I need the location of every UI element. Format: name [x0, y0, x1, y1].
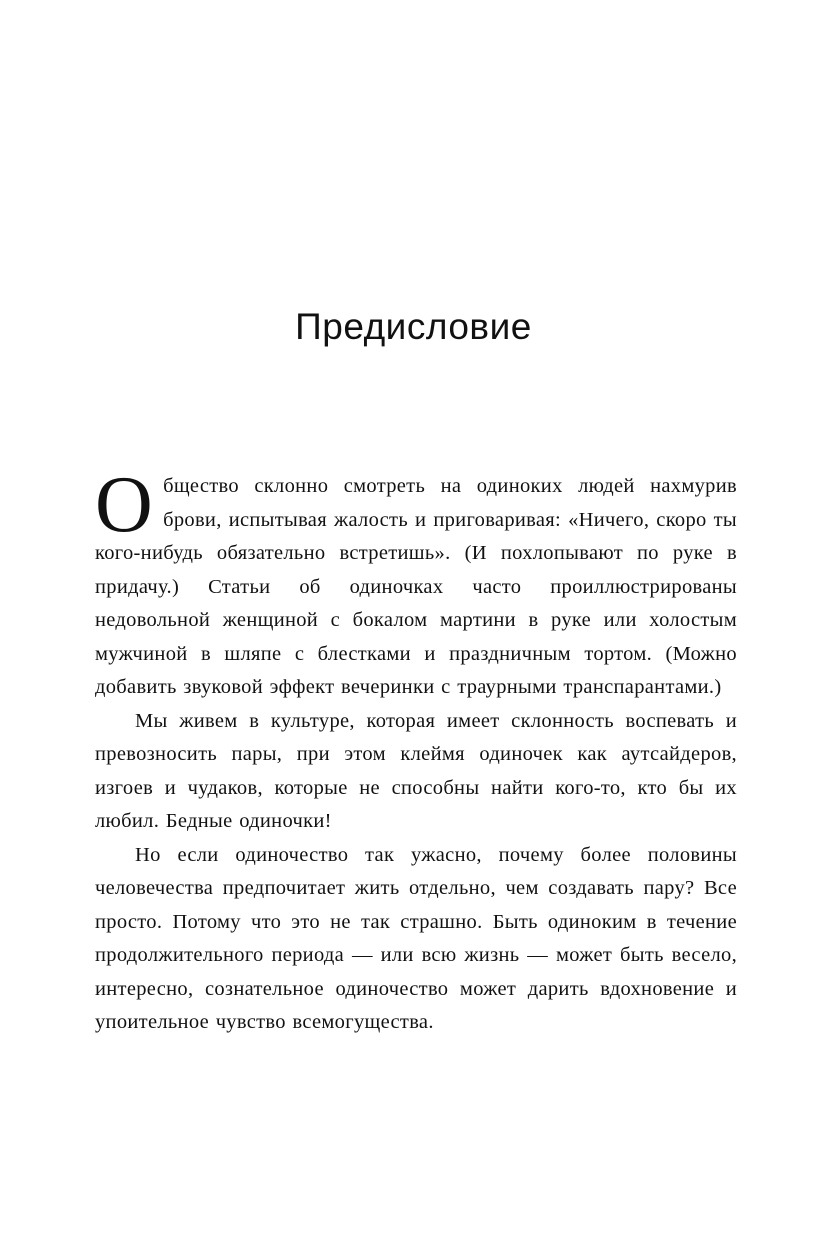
paragraph: Но если одиночество так ужасно, почему более половины человечества предпочитает жить отдельно, чем создавать пару? Все просто. Потому что это не так страшно. Быть одиноким в течение продолжительного периода — или всю жизнь — может быть весело, интересно, сознательное одиночество может дарить вдохновение и упоительное чувство всемогущества. [95, 843, 737, 1033]
paragraph: Мы живем в культуре, которая имеет склонность воспевать и превозносить пары, при этом клеймя одиночек как аутсайдеров, изгоев и чудаков, которые не способны найти кого-то, кто бы их любил. Бедные одиночки! [95, 709, 737, 832]
paragraph-first [95, 461, 737, 705]
paragraph-text: бщество склонно смотреть на одиноких людей нахмурив брови, испытывая жалость и приговаривая: «Ничего, скоро ты кого-нибудь обязательно встретишь». (И похлопывают по руке в придачу.) Статьи об одиночках часто проиллюстрированы недовольной женщиной с бокалом мартини в руке или холостым мужчиной в шляпе с блестками и праздничным тортом. (Можно добавить звуковой эффект вечеринки с траурными транспарантами.) [95, 475, 737, 698]
body-text [95, 461, 737, 1040]
chapter-title: Предисловие [295, 306, 532, 347]
dropcap-letter: О [95, 461, 154, 549]
